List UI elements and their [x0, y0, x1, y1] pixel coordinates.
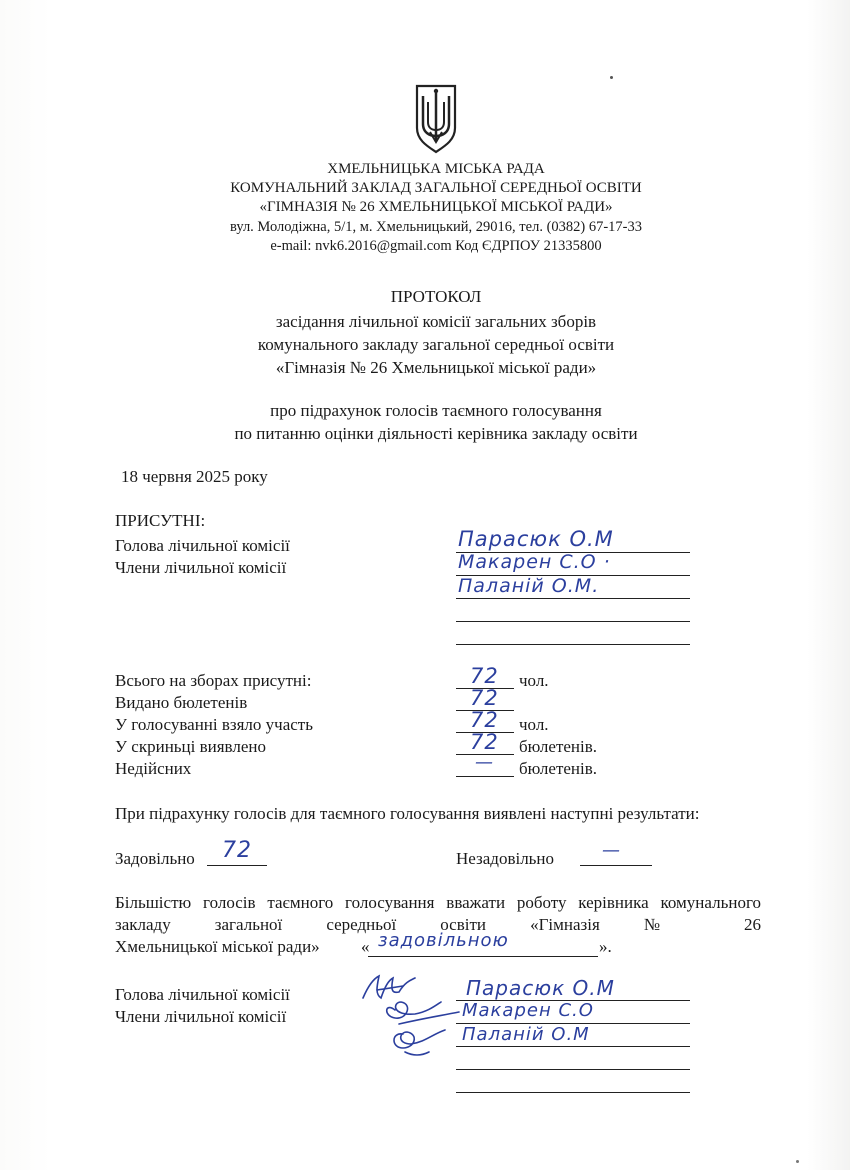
council-name: ХМЕЛЬНИЦЬКА МІСЬКА РАДА — [327, 161, 545, 177]
decision-open-quote: « — [361, 937, 370, 956]
results-intro: При підрахунку голосів для таємного голосування виявлені наступні результати: — [115, 804, 700, 823]
member-line-4 — [456, 644, 690, 645]
members-label: Члени лічильної комісії — [115, 558, 287, 577]
signature-member-2-name: Паланій О.М — [462, 1024, 590, 1045]
document-heading: ПРОТОКОЛ — [390, 287, 482, 306]
count-label-present: Всього на зборах присутні: — [115, 671, 312, 690]
count-value-present: 72 — [470, 664, 499, 688]
institution-address: вул. Молодіжна, 5/1, м. Хмельницький, 29016, тел. (0382) 67-17-33 — [229, 219, 643, 235]
count-unit-voted: чол. — [519, 715, 549, 734]
member-line-3 — [456, 621, 690, 622]
signature-chair-name: Парасюк О.М — [466, 976, 615, 1000]
count-value-invalid: — — [475, 752, 494, 773]
document-date: 18 червня 2025 року — [121, 467, 268, 486]
count-value-issued: 72 — [470, 686, 499, 710]
satisfactory-line — [207, 865, 267, 866]
signature-chair-label: Голова лічильної комісії — [115, 985, 290, 1004]
count-label-voted: У голосуванні взяло участь — [115, 715, 313, 734]
institution-name: «ГІМНАЗІЯ № 26 ХМЕЛЬНИЦЬКОЇ МІСЬКОЇ РАДИ» — [259, 199, 613, 215]
signature-line-member-3 — [456, 1069, 690, 1070]
satisfactory-label: Задовільно — [115, 849, 195, 868]
count-unit-invalid: бюлетенів. — [519, 759, 598, 778]
signature-line-member-4 — [456, 1092, 690, 1093]
member-2-handwritten: Паланій О.М. — [458, 575, 600, 597]
title-line-2: комунального закладу загальної середньої освіти — [257, 335, 615, 354]
decision-text: Більшістю голосів таємного голосування вважати роботу керівника комунального закладу загальної середньої освіти «Гімназія № 26 — [115, 893, 761, 934]
signature-member-1-name: Макарен С.О — [462, 1000, 594, 1021]
count-value-found: 72 — [470, 730, 499, 754]
decision-line — [368, 956, 598, 957]
subject-line-2: по питанню оцінки діяльності керівника закладу освіти — [234, 424, 638, 443]
unsatisfactory-line — [580, 865, 652, 866]
decision-close-quote: ». — [599, 937, 612, 956]
institution-contacts: e-mail: nvk6.2016@gmail.com Код ЄДРПОУ 21335800 — [270, 238, 602, 254]
signature-line-member-2 — [456, 1046, 690, 1047]
subject-line-1: про підрахунок голосів таємного голосування — [270, 401, 602, 420]
unsatisfactory-label: Незадовільно — [456, 849, 555, 868]
unsatisfactory-value: — — [602, 840, 621, 861]
count-line-invalid — [456, 776, 514, 777]
count-unit-found: бюлетенів. — [519, 737, 598, 756]
count-label-found: У скриньці виявлено — [115, 737, 266, 756]
member-1-handwritten: Макарен С.О · — [458, 551, 611, 573]
count-unit-present: чол. — [519, 671, 549, 690]
member-line-2 — [456, 598, 690, 599]
title-line-3: «Гімназія № 26 Хмельницької міської ради» — [275, 358, 597, 377]
institution-type: КОМУНАЛЬНИЙ ЗАКЛАД ЗАГАЛЬНОЇ СЕРЕДНЬОЇ ОСВІТИ — [230, 180, 642, 196]
decision-value-handwritten: задовільною — [378, 930, 509, 951]
chair-label: Голова лічильної комісії — [115, 536, 290, 555]
present-heading: ПРИСУТНІ: — [115, 511, 206, 530]
count-value-voted: 72 — [470, 708, 499, 732]
decision-institution-tail: Хмельницької міської ради» — [115, 937, 320, 956]
title-line-1: засідання лічильної комісії загальних зборів — [275, 312, 597, 331]
signature-members-label: Члени лічильної комісії — [115, 1007, 287, 1026]
chair-name-handwritten: Парасюк О.М — [458, 527, 614, 551]
satisfactory-value: 72 — [222, 838, 252, 863]
count-label-invalid: Недійсних — [115, 759, 192, 778]
paper-speck — [610, 76, 613, 79]
count-label-issued: Видано бюлетенів — [115, 693, 248, 712]
handwritten-signatures — [355, 972, 465, 1067]
paper-speck — [796, 1160, 799, 1163]
coat-of-arms-icon — [411, 82, 461, 154]
